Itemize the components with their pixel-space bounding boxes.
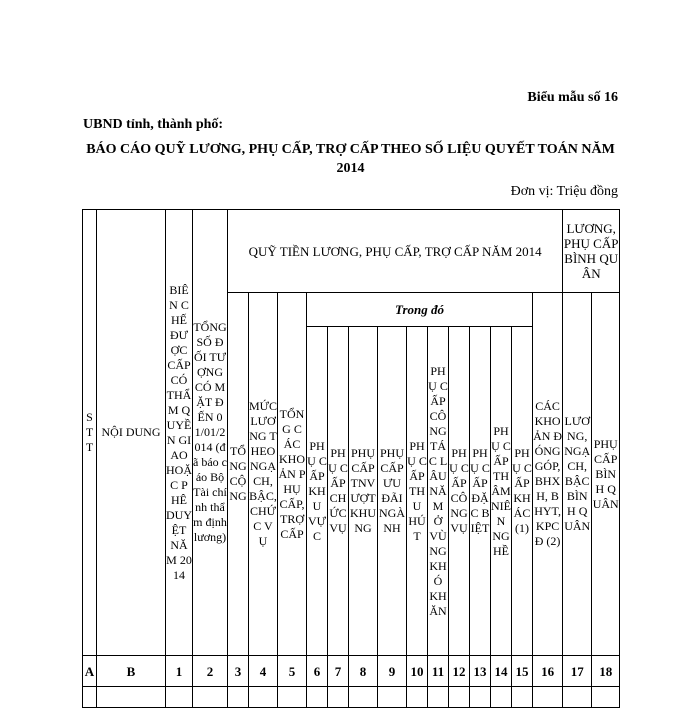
col-number: 11 bbox=[428, 656, 449, 687]
col-number: 12 bbox=[449, 656, 470, 687]
col-number: 9 bbox=[378, 656, 407, 687]
col-cac-khoan-dong-gop: CÁC KHOẢN ĐÓNG GÓP, BHXH, BHYT, KPCĐ (2) bbox=[533, 293, 563, 656]
col-number: 4 bbox=[249, 656, 278, 687]
col-phu-cap-tnvk: PHỤ CẤP TNVƯỢT KHUNG bbox=[349, 327, 378, 656]
col-phu-cap-tham-nien: PHỤ CẤP THÂM NIÊN NGHỀ bbox=[491, 327, 512, 656]
col-muc-luong: MỨC LƯƠNG THEO NGẠCH, BẬC, CHỨC VỤ bbox=[249, 293, 278, 656]
col-number: 17 bbox=[563, 656, 592, 687]
col-number: 2 bbox=[193, 656, 228, 687]
col-number: 7 bbox=[328, 656, 349, 687]
col-phu-cap-chuc-vu: PHỤ CẤP CHỨC VỤ bbox=[328, 327, 349, 656]
col-phu-cap-bq: PHỤ CẤP BÌNH QUÂN bbox=[592, 293, 620, 656]
col-number: 16 bbox=[533, 656, 563, 687]
subgroup-trong-do: Trong đó bbox=[307, 293, 533, 327]
col-number: 5 bbox=[278, 656, 307, 687]
col-phu-cap-cong-vu: PHỤ CẤP CÔNG VỤ bbox=[449, 327, 470, 656]
group-luong-binh-quan: LƯƠNG, PHỤ CẤP BÌNH QUÂN bbox=[563, 210, 620, 293]
col-number: 3 bbox=[228, 656, 249, 687]
col-number: 13 bbox=[470, 656, 491, 687]
col-number: B bbox=[97, 656, 166, 687]
report-title: BÁO CÁO QUỸ LƯƠNG, PHỤ CẤP, TRỢ CẤP THEO SỐ LIỆU QUYẾT TOÁN NĂM 2014 bbox=[86, 142, 615, 176]
col-bien-che: BIÊN CHẾ ĐƯỢC CẤP CÓ THẨM QUYỀN GIAO HOẶC PHÊ DUYỆT NĂM 2014 bbox=[166, 210, 193, 656]
col-number: 8 bbox=[349, 656, 378, 687]
report-table bbox=[82, 209, 620, 708]
col-noi-dung: NỘI DUNG bbox=[97, 210, 166, 656]
col-number: A bbox=[83, 656, 97, 687]
form-number: Biểu mẫu số 16 bbox=[527, 90, 618, 105]
group-quy-tien-luong: QUỸ TIỀN LƯƠNG, PHỤ CẤP, TRỢ CẤP NĂM 2014 bbox=[228, 210, 563, 293]
col-number: 10 bbox=[407, 656, 428, 687]
col-stt: STT bbox=[83, 210, 97, 656]
numbering-row bbox=[83, 656, 620, 687]
col-phu-cap-thu-hut: PHỤ CẤP THU HÚT bbox=[407, 327, 428, 656]
col-number: 18 bbox=[592, 656, 620, 687]
col-number: 1 bbox=[166, 656, 193, 687]
agency-label: UBND tỉnh, thành phố: bbox=[83, 117, 224, 132]
unit-label: Đơn vị: Triệu đồng bbox=[510, 184, 618, 199]
col-phu-cap-uu-dai: PHỤ CẤP ƯU ĐÃI NGÀNH bbox=[378, 327, 407, 656]
col-tong-cong: TỔNG CỘNG bbox=[228, 293, 249, 656]
col-tong-khoan: TỔNG CÁC KHOẢN PHỤ CẤP, TRỢ CẤP bbox=[278, 293, 307, 656]
col-number: 14 bbox=[491, 656, 512, 687]
col-phu-cap-khac: PHỤ CẤP KHÁC (1) bbox=[512, 327, 533, 656]
col-phu-cap-dac-biet: PHỤ CẤP ĐẶC BIỆT bbox=[470, 327, 491, 656]
col-phu-cap-khu-vuc: PHỤ CẤP KHU VỰC bbox=[307, 327, 328, 656]
col-number: 15 bbox=[512, 656, 533, 687]
col-luong-ngach-bq: LƯƠNG, NGẠCH, BẬC BÌNH QUÂN bbox=[563, 293, 592, 656]
col-number: 6 bbox=[307, 656, 328, 687]
col-phu-cap-lau-nam: PHỤ CẤP CÔNG TÁC LÂU NĂM Ở VÙNG KHÓ KHĂN bbox=[428, 327, 449, 656]
table-row bbox=[83, 687, 620, 708]
col-tong-so-doi-tuong: TỔNG SỐ ĐỐI TƯỢNG CÓ MẶT ĐẾN 01/01/2014 (đã báo cáo Bộ Tài chính thẩm định lương) bbox=[193, 210, 228, 656]
